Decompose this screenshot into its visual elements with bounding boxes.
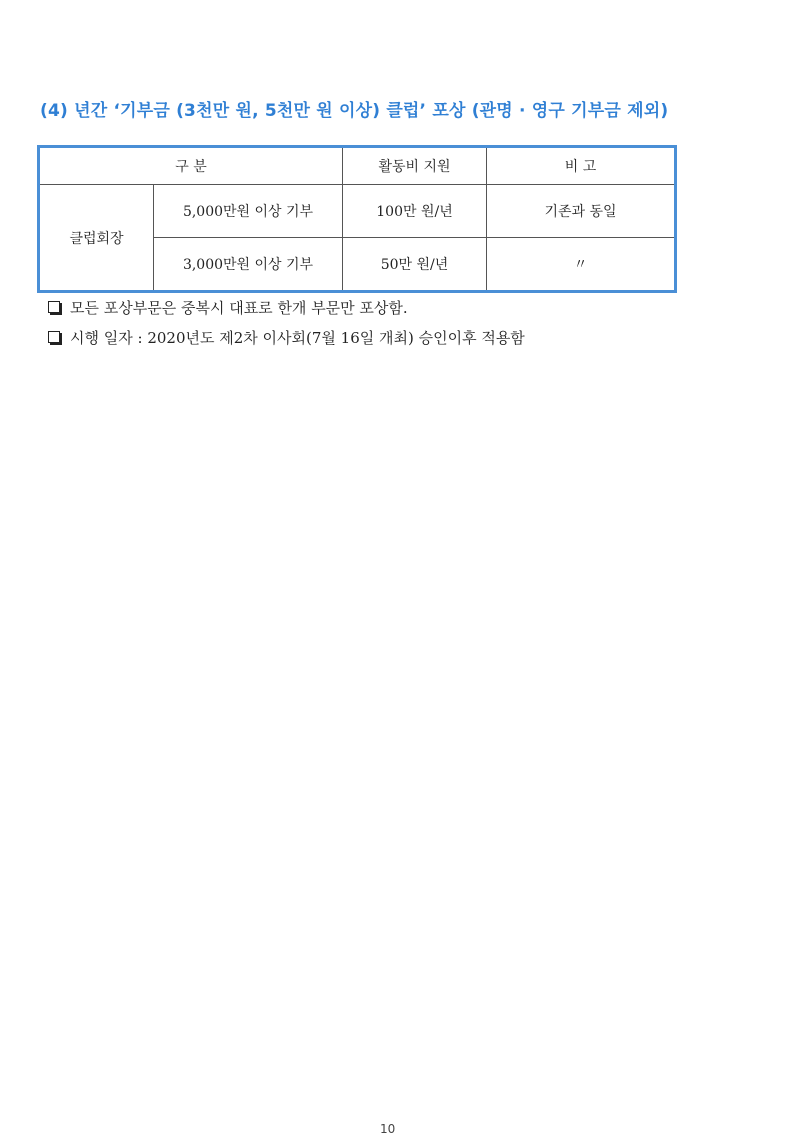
criteria-cell: 5,000만원 이상 기부: [154, 185, 343, 238]
table-header-row: [39, 147, 676, 185]
group-label-cell: 클럽회장: [39, 185, 154, 292]
remark-cell: 기존과 동일: [487, 185, 676, 238]
note-text: 시행 일자 : 2020년도 제2차 이사회(7월 16일 개최) 승인이후 적용함: [70, 328, 525, 347]
header-category: 구 분: [39, 147, 343, 185]
checkbox-bullet-icon: [48, 331, 60, 343]
criteria-cell: 3,000만원 이상 기부: [154, 238, 343, 292]
checkbox-bullet-icon: [48, 301, 60, 313]
header-support: 활동비 지원: [343, 147, 487, 185]
notes-list: [48, 292, 525, 352]
note-item: [48, 292, 525, 322]
table-row: [39, 185, 676, 238]
header-remark: 비 고: [487, 147, 676, 185]
note-item: [48, 322, 525, 352]
remark-cell: 〃: [487, 238, 676, 292]
club-award-table: [37, 145, 677, 293]
support-cell: 100만 원/년: [343, 185, 487, 238]
section-heading: (4) 년간 ‘기부금 (3천만 원, 5천만 원 이상) 클럽’ 포상 (관명 · 영구 기부금 제외): [40, 101, 669, 121]
page-number: 10: [380, 1122, 396, 1136]
support-cell: 50만 원/년: [343, 238, 487, 292]
note-text: 모든 포상부문은 중복시 대표로 한개 부문만 포상함.: [70, 298, 408, 317]
